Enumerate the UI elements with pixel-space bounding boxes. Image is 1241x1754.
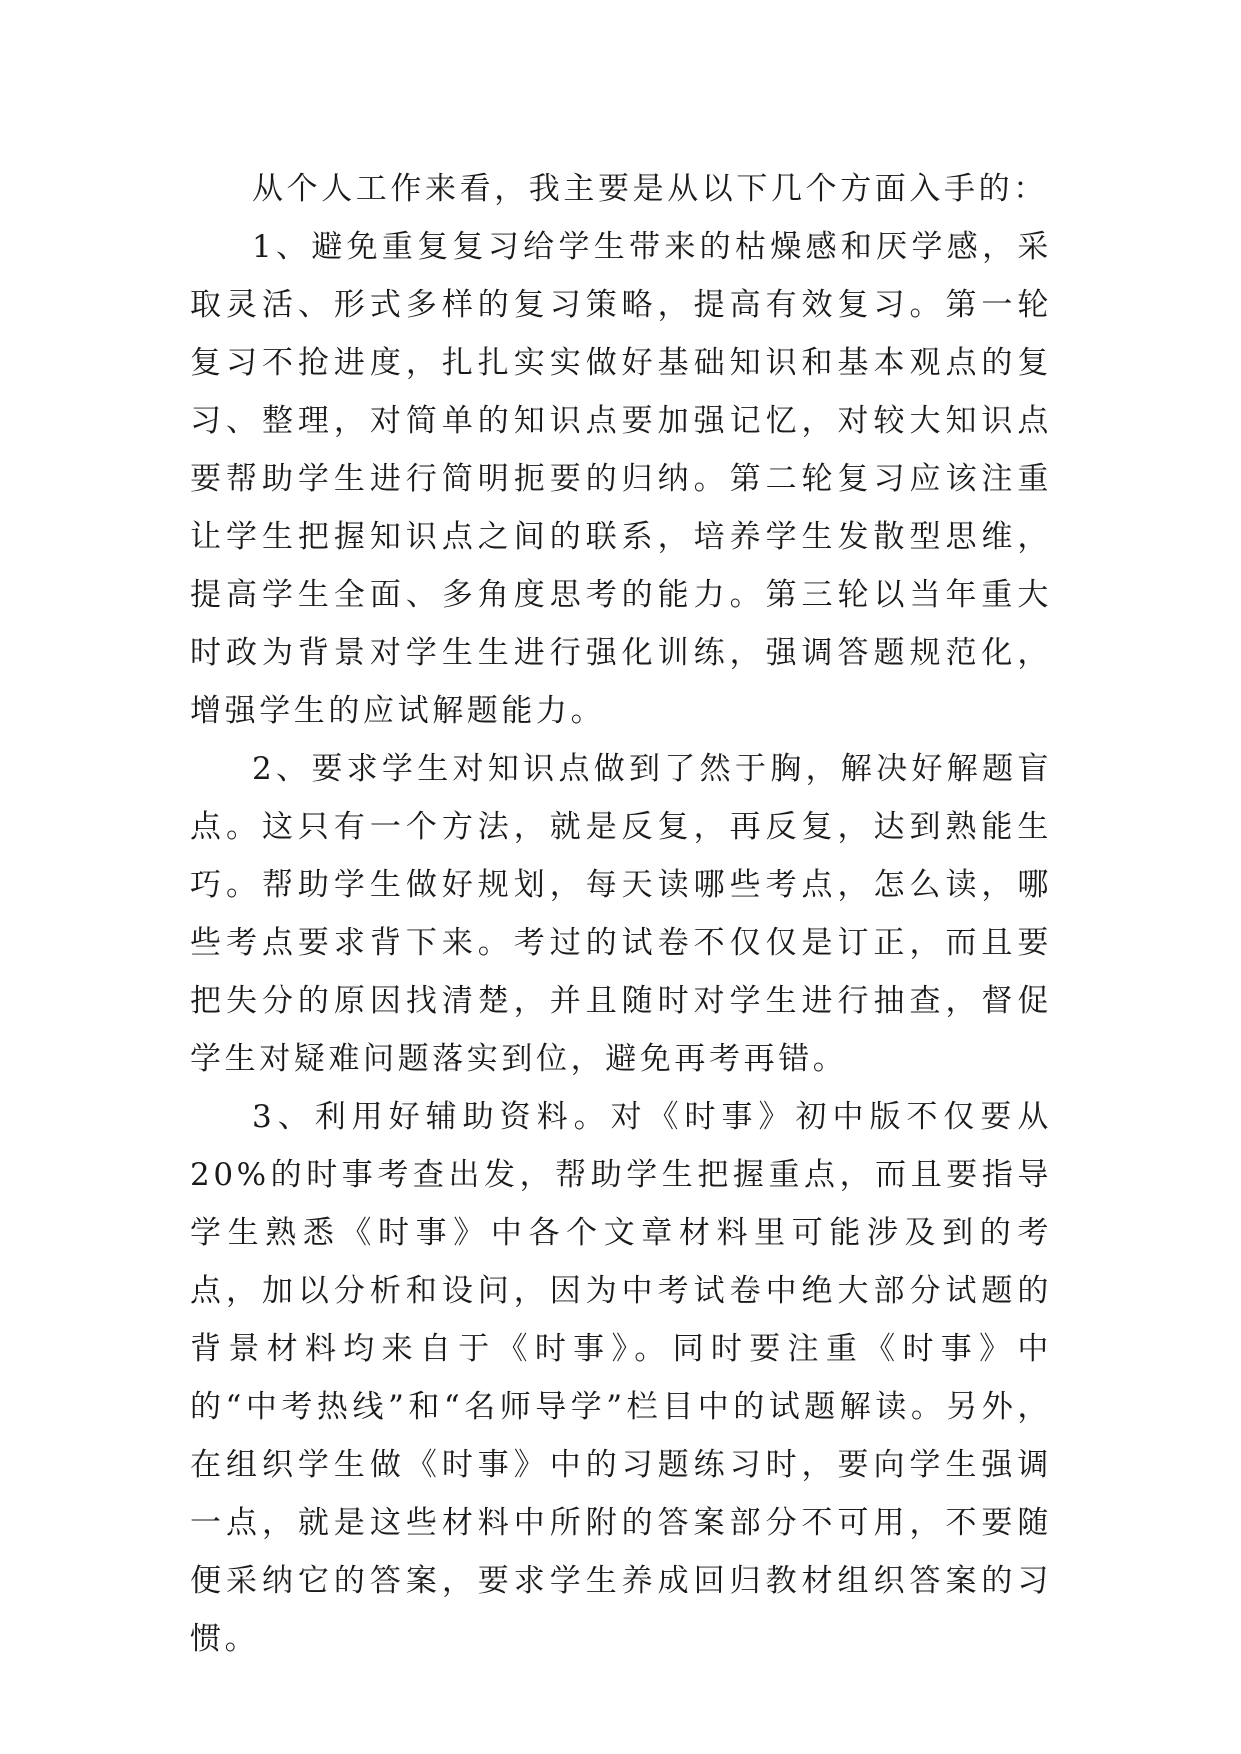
intro-paragraph: 从个人工作来看，我主要是从以下几个方面入手的： xyxy=(252,171,1048,207)
point-1-paragraph: 1、避免重复复习给学生带来的枯燥感和厌学感，采取灵活、形式多样的复习策略，提高有效复习。第一轮复习不抢进度，扎扎实实做好基础知识和基本观点的复习、整理，对简单的知识点要加强记忆，对较大知识点要帮助学生进行简明扼要的归纳。第二轮复习应该注重让学生把握知识点之间的联系，培养学生发散型思维，提高学生全面、多角度思考的能力。第三轮以当年重大时政为背景对学生生进行强化训练，强调答题规范化，增强学生的应试解题能力。 xyxy=(190,229,1052,729)
document-body xyxy=(190,160,1052,1668)
point-2-paragraph: 2、要求学生对知识点做到了然于胸，解决好解题盲点。这只有一个方法，就是反复，再反复，达到熟能生巧。帮助学生做好规划，每天读哪些考点，怎么读，哪些考点要求背下来。考过的试卷不仅仅是订正，而且要把失分的原因找清楚，并且随时对学生进行抽查，督促学生对疑难问题落实到位，避免再考再错。 xyxy=(190,751,1052,1077)
point-3-paragraph: 3、利用好辅助资料。对《时事》初中版不仅要从 20%的时事考查出发，帮助学生把握重点，而且要指导学生熟悉《时事》中各个文章材料里可能涉及到的考点，加以分析和设问，因为中考试卷中绝大部分试题的背景材料均来自于《时事》。同时要注重《时事》中的“中考热线”和“名师导学”栏目中的试题解读。另外，在组织学生做《时事》中的习题练习时，要向学生强调一点，就是这些材料中所附的答案部分不可用，不要随便采纳它的答案，要求学生养成回归教材组织答案的习惯。 xyxy=(190,1099,1052,1657)
